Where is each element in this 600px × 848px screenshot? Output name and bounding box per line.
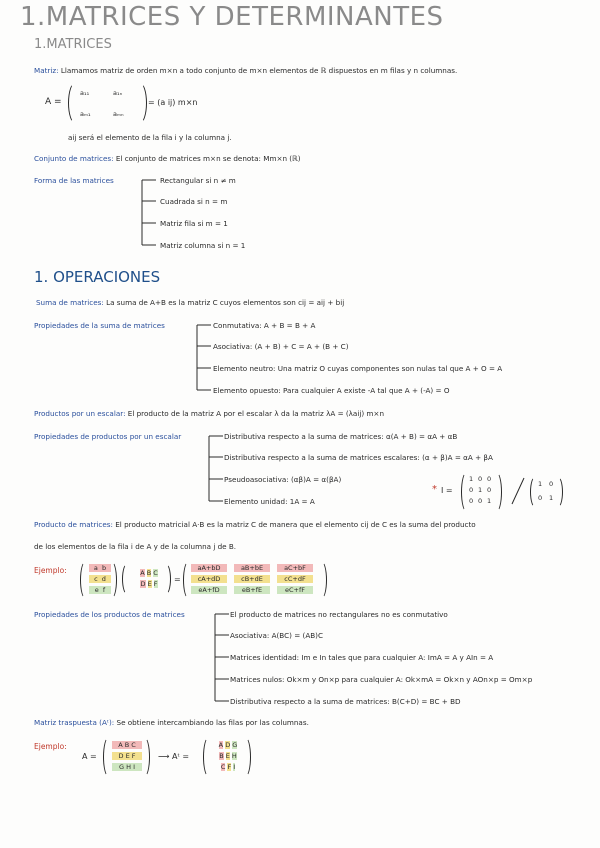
- identity-cell: 0: [478, 475, 483, 483]
- ex-right-cell: cB+dE: [234, 575, 270, 583]
- ex-right-cell: cA+dD: [191, 575, 227, 583]
- prop-escalar-item: Distributiva respecto a la suma de matrices: α(A + B) = αA + αB: [224, 432, 458, 441]
- ex-equals: =: [174, 575, 181, 584]
- traspuesta-definition: [34, 718, 309, 727]
- identity-star: *: [432, 484, 437, 495]
- ex-mid-cell: B: [146, 569, 152, 577]
- section-heading-operaciones: 1. OPERACIONES: [34, 268, 161, 286]
- ex-mid-cell: F: [153, 580, 158, 588]
- producto-definition: [34, 520, 476, 529]
- identity-cell: 0: [469, 497, 474, 505]
- ex-left-cell: d: [101, 575, 106, 583]
- identity2-cell: 0: [549, 480, 554, 488]
- identity2-cell: 1: [549, 494, 554, 502]
- tat-cell: B: [219, 752, 224, 760]
- prop-suma-bracket: [195, 320, 215, 395]
- prop-prod-item: Matrices nulos: Ok×m y On×p para cualquier A: Ok×mA = Ok×n y AOn×p = Om×p: [230, 675, 533, 684]
- prop-suma-item: Asociativa: (A + B) + C = A + (B + C): [213, 342, 349, 351]
- prop-escalar-item: Elemento unidad: 1A = A: [224, 497, 315, 506]
- tat-cell: E: [225, 752, 230, 760]
- ex-left-cell: a: [93, 564, 98, 572]
- producto-label: Producto de matrices:: [34, 520, 113, 529]
- tat-row: [212, 752, 244, 760]
- tat-cell: F: [227, 763, 232, 771]
- matrix-paren-right: [132, 82, 147, 124]
- forma-item: Cuadrada si n = m: [160, 197, 228, 206]
- ta-cell: G: [118, 763, 125, 771]
- tat-cell: C: [220, 763, 226, 771]
- ta-row: [112, 741, 142, 749]
- ex-left-cell: c: [94, 575, 98, 583]
- ta-cell: C: [131, 741, 136, 749]
- tat-row: [212, 763, 244, 771]
- page-title: 1.MATRICES Y DETERMINANTES: [20, 2, 444, 32]
- prop-prod-item: Matrices identidad: Im e In tales que para cualquier A: ImA = A y AIn = A: [230, 653, 494, 662]
- suma-text: La suma de A+B es la matriz C cuyos elementos son cij = aij + bij: [106, 298, 345, 307]
- identity-lhs: I =: [441, 486, 453, 495]
- identity-cell: 0: [469, 486, 474, 494]
- prop-suma-label: Propiedades de la suma de matrices: [34, 321, 165, 330]
- ex-right-cell: eA+fD: [191, 586, 227, 594]
- ex-mid-cell: C: [153, 569, 158, 577]
- matrix-cell: aₘ₁: [80, 110, 91, 118]
- tat-cell: G: [232, 741, 238, 749]
- identity-cell: 1: [478, 486, 483, 494]
- prop-prod-label: Propiedades de los productos de matrices: [34, 610, 185, 619]
- ex-left-row: [89, 586, 111, 594]
- suma-label: Suma de matrices:: [36, 298, 104, 307]
- forma-item: Rectangular si n ≠ m: [160, 176, 236, 185]
- prop-prod-item: Distributiva respecto a la suma de matrices: B(C+D) = BC + BD: [230, 697, 461, 706]
- matrix-cell: a₁ₙ: [113, 89, 123, 97]
- ta-cell: A: [118, 741, 123, 749]
- ejemplo-label: Ejemplo:: [34, 566, 67, 575]
- ex-left-row: [89, 564, 111, 572]
- matriz-definition: [34, 66, 457, 75]
- matrix-lhs: A =: [45, 97, 62, 107]
- prop-suma-item: Elemento neutro: Una matriz O cuyas componentes son nulas tal que A + O = A: [213, 364, 503, 373]
- prop-suma-item: Elemento opuesto: Para cualquier A existe -A tal que A + (-A) = O: [213, 386, 450, 395]
- prop-escalar-bracket: [207, 431, 227, 506]
- ex-right-cell: aC+bF: [277, 564, 313, 572]
- identity2-cell: 1: [538, 480, 543, 488]
- ex-mid-cell: A: [140, 569, 145, 577]
- escalar-definition: [34, 409, 384, 418]
- ex-left-cell: e: [94, 586, 99, 594]
- tat-cell: I: [233, 763, 236, 771]
- identity-cell: 1: [469, 475, 474, 483]
- ex-mid-cell: D: [140, 580, 146, 588]
- ex-left-cell: f: [102, 586, 106, 594]
- prop-prod-item: El producto de matrices no rectangulares no es conmutativo: [230, 610, 448, 619]
- prop-prod-item: Asociativa: A(BC) = (AB)C: [230, 631, 324, 640]
- matriz-text: Llamamos matriz de orden m×n a todo conjunto de m×n elementos de ℝ dispuestos en m filas y n columnas.: [60, 66, 458, 75]
- ex-mid-row: [131, 580, 167, 588]
- traspuesta-label: Matriz traspuesta (Aᵗ):: [34, 718, 115, 727]
- tat-cell: A: [218, 741, 224, 749]
- ta-cell: E: [125, 752, 130, 760]
- ex-mid-row: [131, 569, 167, 577]
- matriz-label: Matriz:: [34, 66, 59, 75]
- section-heading-matrices: 1.MATRICES: [34, 37, 112, 52]
- producto-text: El producto matricial A·B es la matriz C de manera que el elemento cij de C es la suma del producto: [115, 520, 476, 529]
- conjunto-label: Conjunto de matrices:: [34, 154, 114, 163]
- identity2-cell: 0: [538, 494, 543, 502]
- matrix-cell: aₘₙ: [113, 110, 124, 118]
- ex-right-cell: eC+fF: [277, 586, 313, 594]
- tat-cell: D: [225, 741, 231, 749]
- ex-left-row: [89, 575, 111, 583]
- identity-cell: 0: [487, 486, 492, 494]
- ta-lhs: A =: [82, 752, 97, 761]
- matrix-cell: a₁₁: [80, 89, 90, 97]
- ex-mid-paren: [122, 563, 133, 595]
- prop-escalar-item: Pseudoasociativa: (αβ)A = α(βA): [224, 475, 342, 484]
- identity-cell: 0: [487, 475, 492, 483]
- identity2-paren-right: [552, 476, 563, 508]
- identity-cell: 0: [478, 497, 483, 505]
- ex-mid-paren: [160, 563, 171, 595]
- identity-paren-right: [491, 472, 502, 512]
- ex-mid-cell: E: [147, 580, 152, 588]
- forma-item: Matriz fila si m = 1: [160, 219, 228, 228]
- conjunto-definition: [34, 154, 301, 163]
- forma-bracket: [140, 175, 160, 250]
- escalar-text: El producto de la matriz A por el escalar λ da la matriz λA = (λaij) m×n: [127, 409, 384, 418]
- ex-right-cell: eB+fE: [234, 586, 270, 594]
- identity-cell: 1: [487, 497, 492, 505]
- ta-row: [112, 763, 142, 771]
- tat-row: [212, 741, 244, 749]
- ex-right-cell: cC+dF: [277, 575, 313, 583]
- ta-cell: D: [118, 752, 124, 760]
- ex-right-cell: aB+bE: [234, 564, 270, 572]
- ta-cell: F: [131, 752, 136, 760]
- forma-item: Matriz columna si n = 1: [160, 241, 246, 250]
- suma-definition: [36, 298, 344, 307]
- escalar-label: Productos por un escalar:: [34, 409, 126, 418]
- forma-label: Forma de las matrices: [34, 176, 114, 185]
- producto-text-2: de los elementos de la fila i de A y de la columna j de B.: [34, 542, 237, 551]
- ex-right-paren: [316, 561, 327, 599]
- tat-cell: H: [231, 752, 237, 760]
- ex-right-cell: aA+bD: [191, 564, 227, 572]
- prop-suma-item: Conmutativa: A + B = B + A: [213, 321, 316, 330]
- prop-escalar-item: Distributiva respecto a la suma de matrices escalares: (α + β)A = αA + βA: [224, 453, 493, 462]
- ta-row: [112, 752, 142, 760]
- ex-left-cell: b: [101, 564, 107, 572]
- traspuesta-text: Se obtiene intercambiando las filas por las columnas.: [116, 718, 309, 727]
- matrix-rhs: = (a ij) m×n: [148, 98, 198, 107]
- aij-note: aij será el elemento de la fila i y la columna j.: [68, 133, 232, 142]
- conjunto-text: El conjunto de matrices m×n se denota: Mm×n (ℝ): [115, 154, 301, 163]
- prop-escalar-label: Propiedades de productos por un escalar: [34, 432, 182, 441]
- ejemplo2-label: Ejemplo:: [34, 742, 67, 751]
- ta-cell: B: [124, 741, 130, 749]
- slash-divider: [510, 476, 526, 506]
- ta-arrow: ⟶ Aᵗ =: [158, 752, 190, 761]
- ta-cell: I: [133, 763, 135, 771]
- ta-cell: H: [126, 763, 131, 771]
